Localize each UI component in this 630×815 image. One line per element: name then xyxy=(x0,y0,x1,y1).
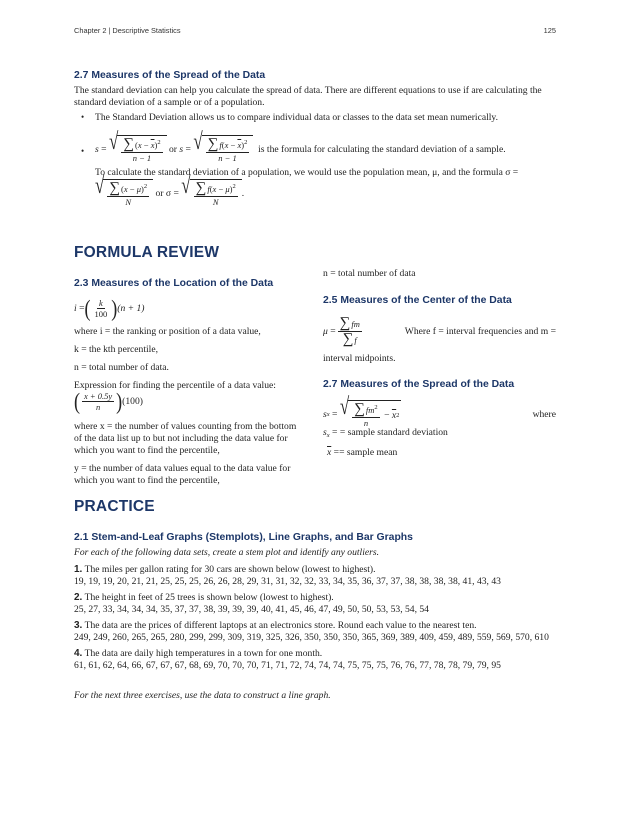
practice-title: PRACTICE xyxy=(74,498,155,515)
location-formula: i = ( $\frac{k}{100}$ ) (n + 1) xyxy=(74,295,145,321)
location-definitions: where i = the ranking or position of a data value, k = the kth percentile, n = total number of data. Expression for finding the percentile of a data value: xyxy=(74,326,276,391)
chapter-label: Chapter 2 | Descriptive Statistics xyxy=(74,26,181,35)
formula-review-title: FORMULA REVIEW xyxy=(74,244,220,261)
bullet-item-1: • The Standard Deviation allows us to compare individual data or classes to the data set mean numerically. xyxy=(81,112,498,123)
bullet-item-2 xyxy=(81,128,556,170)
exercise-1: 1. The miles per gallon rating for 30 cars are shown below (lowest to highest). 19, 19, 19, 20, 21, 21, 25, 25, 25, 26, 26, 28, 29, 31, 31, 32, 32, 33, 34, 35, 36, 37, 37, 38, 38, 38, 38, 41, 43, 43 xyxy=(74,564,501,587)
xbar-definition: $\overline{x}$ == sample mean xyxy=(327,447,398,458)
exercise-4: 4. The data are daily high temperatures in a town for one month. 61, 61, 62, 64, 66, 67, 67, 67, 68, 69, 70, 70, 70, 71, 71, 72, 74, 74, 74, 75, 75, 75, 76, 76, 77, 78, 78, 79, 79, 95 xyxy=(74,648,501,671)
exercise-2: 2. The height in feet of 25 trees is shown below (lowest to highest). 25, 27, 33, 34, 34, 34, 35, 37, 37, 38, 39, 39, 39, 40, 41, 45, 46, 47, 49, 50, 50, 53, 53, 54, 54 xyxy=(74,592,429,615)
page-header xyxy=(74,26,556,35)
sqrt-symbol: √ $\frac{\sum(x - \mu)^2}{N}$ xyxy=(95,179,153,207)
intro-paragraph: The standard deviation can help you calculate the spread of data. There are different equations to use if are calculating the standard deviation of a sample or of a population. xyxy=(74,85,542,108)
location-heading: 2.3 Measures of the Location of the Data xyxy=(74,278,274,289)
sqrt-symbol: √ $\frac{\sum f(x - \mu)^2}{N}$ xyxy=(181,179,241,207)
bullet-icon: • xyxy=(81,112,85,122)
line-graph-instructions: For the next three exercises, use the data to construct a line graph. xyxy=(74,690,331,701)
center-heading: 2.5 Measures of the Center of the Data xyxy=(323,295,512,306)
sample-sd-formula: s = √ $\frac{\sum(x - \overline{x})^2}{n - 1}$ or s = √ $\frac{\sum f(x - \overline{x})^2}{n - 1}$ is the formula for calculating the standard deviation of a sample. xyxy=(95,128,506,163)
sample-sd-shortcut-formula: s x = √ $\frac{\sum fm^2}{n}$ − $\overline{x}$ 2 where xyxy=(323,393,556,428)
percentile-formula: ( $\frac{x + 0.5y}{n}$ ) (100) xyxy=(74,388,143,414)
page-number: 125 xyxy=(543,26,556,35)
practice-instructions: For each of the following data sets, create a stem plot and identify any outliers. xyxy=(74,547,380,558)
sqrt-symbol: √ $\frac{\sum(x - \overline{x})^2}{n - 1}$ xyxy=(109,135,167,163)
exercise-3: 3. The data are the prices of different laptops at an electronics store. Round each value to the nearest ten. 249, 249, 260, 265, 265, 280, 299, 299, 309, 319, 325, 326, 350, 350, 350, 365, 369, 389, 409, 459, 489, 559, 569, 570, 610 xyxy=(74,620,549,643)
sqrt-symbol: √ $\frac{\sum fm^2}{n}$ − $\overline{x}$ 2 xyxy=(339,393,400,428)
percentile-definitions: where x = the number of values counting from the bottom of the data list up to but not including the data value for which you want to find the percentile, y = the number of data values equal to the data value for which you want to find the percentile, xyxy=(74,421,297,486)
spread-heading: 2.7 Measures of the Spread of the Data xyxy=(323,379,515,390)
population-sd-formula: √ $\frac{\sum(x - \mu)^2}{N}$ or σ = √ $\frac{\sum f(x - \mu)^2}{N}$ . xyxy=(95,172,245,207)
center-where-cont: interval midpoints. xyxy=(323,353,396,364)
bullet-icon: • xyxy=(81,146,85,156)
sqrt-symbol: √ $\frac{\sum f(x - \overline{x})^2}{n - 1}$ xyxy=(193,135,253,163)
population-sd-sentence: To calculate the standard deviation of a population, we would use the population mean, μ, and the formula σ = xyxy=(95,167,519,178)
sx-definition: $s_x$ = = sample standard deviation xyxy=(323,427,448,439)
n-definition-right: n = total number of data xyxy=(323,268,416,279)
practice-subheading: 2.1 Stem-and-Leaf Graphs (Stemplots), Line Graphs, and Bar Graphs xyxy=(74,532,413,543)
grouped-mean-formula: μ = $\frac{\sum fm}{\sum f}$ Where f = interval frequencies and m = xyxy=(323,314,556,347)
section-heading-spread: 2.7 Measures of the Spread of the Data xyxy=(74,70,266,81)
